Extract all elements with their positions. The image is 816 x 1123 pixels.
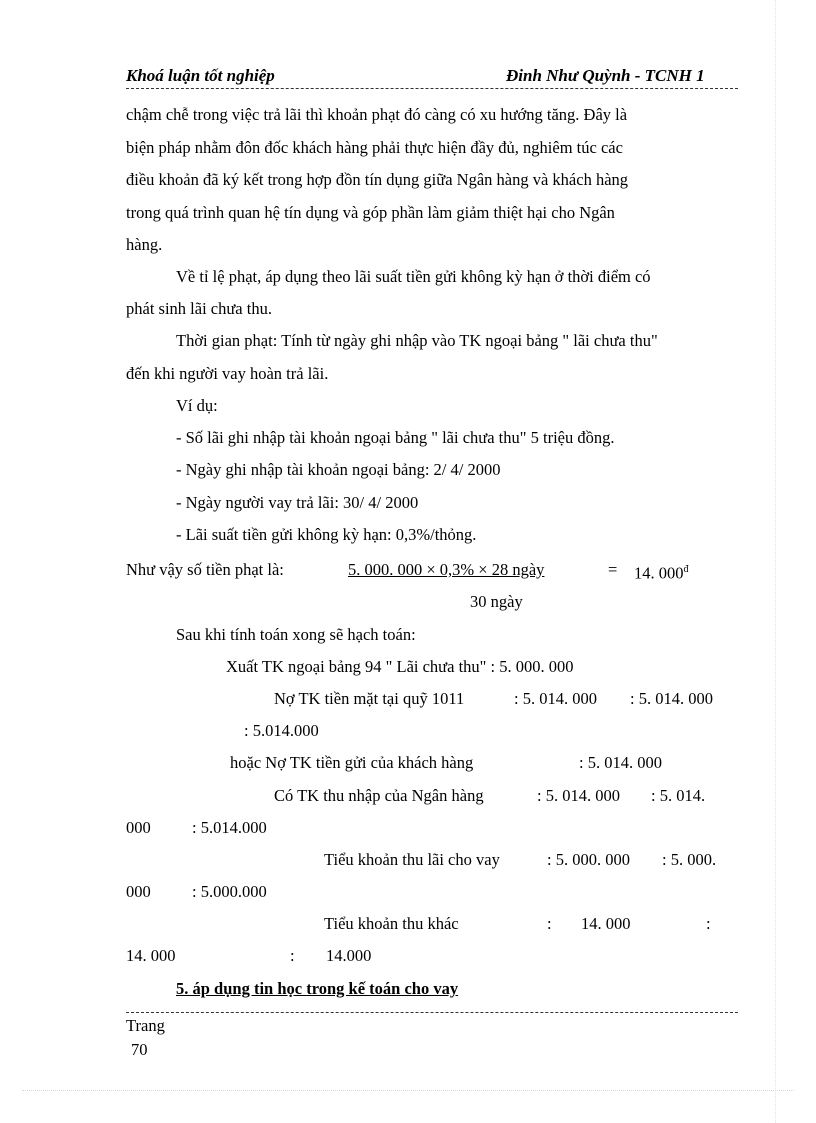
accounting-amount: 14. 000 bbox=[126, 946, 176, 965]
accounting-amount: : 5. 000. 000 bbox=[547, 850, 630, 869]
accounting-amount: 14. 000 bbox=[581, 914, 631, 933]
body-line: phát sinh lãi chưa thu. bbox=[126, 299, 272, 318]
accounting-amount: : bbox=[547, 914, 552, 933]
body-line: hàng. bbox=[126, 235, 163, 254]
accounting-line: Có TK thu nhập của Ngân hàng bbox=[274, 786, 484, 805]
accounting-amount: : 5.000.000 bbox=[192, 882, 267, 901]
body-line: điều khoản đã ký kết trong hợp đồn tín dụng giữa Ngân hàng và khách hàng bbox=[126, 170, 629, 189]
accounting-amount: : 5. 014. 000 bbox=[514, 689, 597, 708]
accounting-amount: 14.000 bbox=[326, 946, 372, 965]
formula-equals: = bbox=[608, 560, 618, 579]
accounting-line: Tiểu khoản thu khác bbox=[324, 914, 459, 933]
accounting-amount: : 5. 014. bbox=[651, 786, 706, 805]
accounting-amount: 000 bbox=[126, 882, 151, 901]
body-line: đến khi người vay hoàn trả lãi. bbox=[126, 364, 329, 383]
accounting-line: hoặc Nợ TK tiền gửi của khách hàng bbox=[230, 753, 474, 772]
accounting-amount: : 5. 014. 000 bbox=[579, 753, 662, 772]
example-item: - Ngày ghi nhập tài khoản ngoại bảng: 2/ 4/ 2000 bbox=[176, 460, 501, 479]
page-guide-right bbox=[775, 0, 776, 1123]
formula-denominator: 30 ngày bbox=[470, 592, 523, 611]
page-number: 70 bbox=[131, 1040, 148, 1059]
accounting-amount: : bbox=[290, 946, 295, 965]
section-heading: 5. áp dụng tin học trong kế toán cho vay bbox=[176, 979, 459, 998]
accounting-line: Nợ TK tiền mặt tại quỹ 1011 bbox=[274, 689, 465, 708]
formula-result: 14. $000^đ$ bbox=[634, 563, 689, 583]
formula-numerator: 5. 000. 000 × 0,3% × 28 ngày bbox=[348, 560, 545, 579]
accounting-amount: : 5. 014. 000 bbox=[630, 689, 713, 708]
accounting-line: Xuất TK ngoại bảng 94 " Lãi chưa thu" : 5. 000. 000 bbox=[226, 657, 574, 676]
body-line: Về tỉ lệ phạt, áp dụng theo lãi suất tiền gửi không kỳ hạn ở thời điểm có bbox=[176, 267, 651, 286]
example-item: - Ngày người vay trả lãi: 30/ 4/ 2000 bbox=[176, 493, 419, 512]
body-line: chậm chễ trong việc trả lãi thì khoản phạt đó càng có xu hướng tăng. Đây là bbox=[126, 105, 628, 124]
header-left: Khoá luận tốt nghiệp bbox=[126, 66, 275, 85]
accounting-amount: : 5. 000. bbox=[662, 850, 717, 869]
example-title: Ví dụ: bbox=[176, 396, 218, 415]
header-right: Đinh Như Quỳnh - TCNH 1 bbox=[506, 66, 705, 85]
accounting-amount: : 5.014.000 bbox=[244, 721, 319, 740]
header-rule bbox=[126, 88, 738, 89]
accounting-line: Tiểu khoản thu lãi cho vay bbox=[324, 850, 500, 869]
formula-label: Như vậy số tiền phạt là: bbox=[126, 560, 284, 579]
accounting-amount: : bbox=[706, 914, 711, 933]
example-item: - Số lãi ghi nhập tài khoản ngoại bảng " lãi chưa thu" 5 triệu đồng. bbox=[176, 428, 615, 447]
body-line: Thời gian phạt: Tính từ ngày ghi nhập vào TK ngoại bảng " lãi chưa thu" bbox=[176, 331, 658, 350]
example-item: - Lãi suất tiền gửi không kỳ hạn: 0,3%/thỏng. bbox=[176, 525, 477, 544]
footer-label: Trang bbox=[126, 1016, 165, 1035]
body-line: biện pháp nhằm đôn đốc khách hàng phải thực hiện đầy đủ, nghiêm túc các bbox=[126, 138, 623, 157]
footer-rule bbox=[126, 1012, 738, 1013]
accounting-intro: Sau khi tính toán xong sẽ hạch toán: bbox=[176, 625, 416, 644]
page-guide-bottom bbox=[22, 1090, 794, 1091]
accounting-amount: 000 bbox=[126, 818, 151, 837]
accounting-amount: : 5. 014. 000 bbox=[537, 786, 620, 805]
body-line: trong quá trình quan hệ tín dụng và góp phần làm giảm thiệt hại cho Ngân bbox=[126, 203, 615, 222]
accounting-amount: : 5.014.000 bbox=[192, 818, 267, 837]
